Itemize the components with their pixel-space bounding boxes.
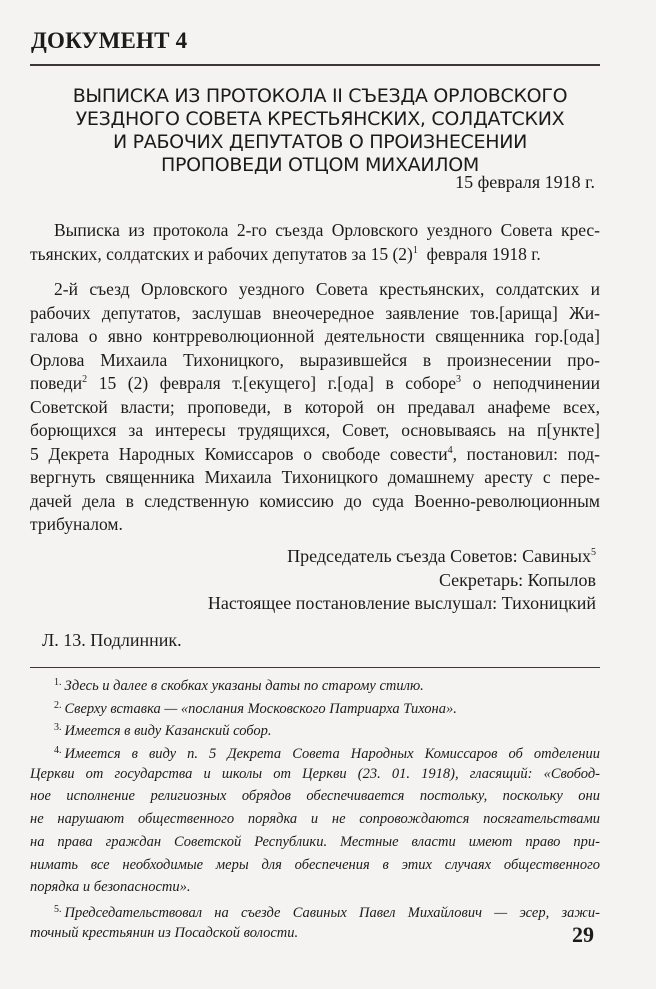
footnote-line: на права граждан Советской Республики. Местные власти имеют право при- <box>30 833 600 850</box>
heard-signature: Настоящее постановление выслушал: Тихоницкий <box>207 593 596 613</box>
text-line: трибуналом. <box>30 514 123 534</box>
header-divider <box>30 64 600 66</box>
text-segment: 15 (2) февраля т.[екущего] г.[ода] в соборе <box>87 373 456 393</box>
signature-text: Председатель съезда Советов: Савиных <box>287 546 591 566</box>
footnote-divider <box>30 667 600 668</box>
archival-source: Л. 13. Подлинник. <box>42 630 182 650</box>
text-segment: поведи <box>30 373 83 393</box>
text-line: 2-й съезд Орловского уездного Совета крестьянских, солдатских и <box>54 279 600 299</box>
text-line: дачей дела в следственную комиссию до суда Военно-революционным <box>30 490 600 511</box>
text-line: рабочих депутатов, заслушав внеочередное заявление тов.[арища] Жи- <box>30 302 600 323</box>
text-line: галова о явно контрреволюционной деятельности священника гор.[ода] <box>30 326 600 346</box>
title-line: УЕЗДНОГО СОВЕТА КРЕСТЬЯНСКИХ, СОЛДАТСКИХ <box>75 108 565 130</box>
text-line: Советской власти; проповеди, в которой он предавал анафеме всех, <box>30 396 600 417</box>
footnote-line: Церкви от государства и школы от Церкви (23. 01. 1918), гласящий: «Свобод- <box>30 765 600 782</box>
footnote-number: 2. <box>54 699 62 711</box>
chairman-signature <box>287 545 596 568</box>
footnote-1 <box>30 672 600 695</box>
footnote-number: 1. <box>54 677 62 688</box>
footnote-line: ное исполнение религиозных обрядов обеспечивается постольку, поскольку они <box>30 788 600 805</box>
footnote-line: не нарушают общественного порядка и не сопровождаются посягательствами <box>30 811 600 828</box>
footnotes <box>30 672 600 944</box>
document-date: 15 февраля 1918 г. <box>455 172 595 192</box>
footnote-5 <box>30 899 600 922</box>
secretary-signature: Секретарь: Копылов <box>438 570 596 590</box>
title-line: ВЫПИСКА ИЗ ПРОТОКОЛА II СЪЕЗДА ОРЛОВСКОГО <box>72 85 568 107</box>
text-segment: тьянских, солдатских и рабочих депутатов за 15 (2) <box>30 243 413 264</box>
document-label: ДОКУМЕНТ 4 <box>31 28 188 53</box>
footnote-number: 4. <box>54 745 62 757</box>
footnote-ref: 1 <box>412 244 418 256</box>
text-segment: февраля 1918 г. <box>417 243 541 264</box>
text-segment: 5 Декрета Народных Комиссаров о свободе совести <box>30 443 448 464</box>
footnote-ref: 2 <box>82 374 88 385</box>
footnote-line: порядка и безопасности». <box>30 879 191 896</box>
title-line: ПРОПОВЕДИ ОТЦОМ МИХАИЛОМ <box>160 154 480 176</box>
footnote-text: Имеется в виду п. 5 Декрета Совета Народных Комиссаров об отделении <box>64 746 600 763</box>
text-line: Орлова Михаила Тихоницкого, выразившейся в произнесении про- <box>30 349 600 370</box>
footnote-ref: 5 <box>591 547 596 558</box>
footnote-2 <box>30 695 600 718</box>
footnote-ref: 3 <box>456 374 461 385</box>
text-line: Выписка из протокола 2-го съезда Орловского уездного Совета крес- <box>54 220 600 240</box>
footnote-text: Имеется в виду Казанский собор. <box>64 723 272 740</box>
footnote-line: точный крестьянин из Посадской волости. <box>30 924 299 941</box>
footnote-text: Здесь и далее в скобках указаны даты по старому стилю. <box>64 678 424 694</box>
footnote-number: 5. <box>54 903 62 915</box>
footnote-ref: 4 <box>447 444 453 456</box>
text-line <box>30 243 600 267</box>
text-segment: , постановил: под- <box>452 443 600 464</box>
text-line: борющихся за интересы трудящихся, Совет, основываясь на п[ункте] <box>30 420 600 440</box>
text-line: вергнуть священника Михаила Тихоницкого домашнему аресту с пере- <box>30 467 600 487</box>
page-number: 29 <box>572 922 594 947</box>
resolution-paragraph <box>30 278 600 537</box>
text-segment: о неподчинении <box>461 373 600 393</box>
text-line <box>30 443 600 467</box>
footnote-line: нимать все необходимые меры для обеспечения в этих случаях общественного <box>30 856 600 873</box>
footnote-text: Сверху вставка — «послания Московского Патриарха Тихона». <box>64 700 457 717</box>
text-line <box>30 372 600 396</box>
title-line: И РАБОЧИХ ДЕПУТАТОВ О ПРОИЗНЕСЕНИИ <box>112 131 528 153</box>
footnote-3 <box>30 717 600 740</box>
document-title <box>20 85 620 177</box>
footnote-4 <box>30 740 600 763</box>
footnote-number: 3. <box>54 722 62 734</box>
intro-paragraph <box>30 219 600 266</box>
footnote-text: Председательствовал на съезде Савиных Павел Михайлович — эсер, зажи- <box>64 904 600 921</box>
